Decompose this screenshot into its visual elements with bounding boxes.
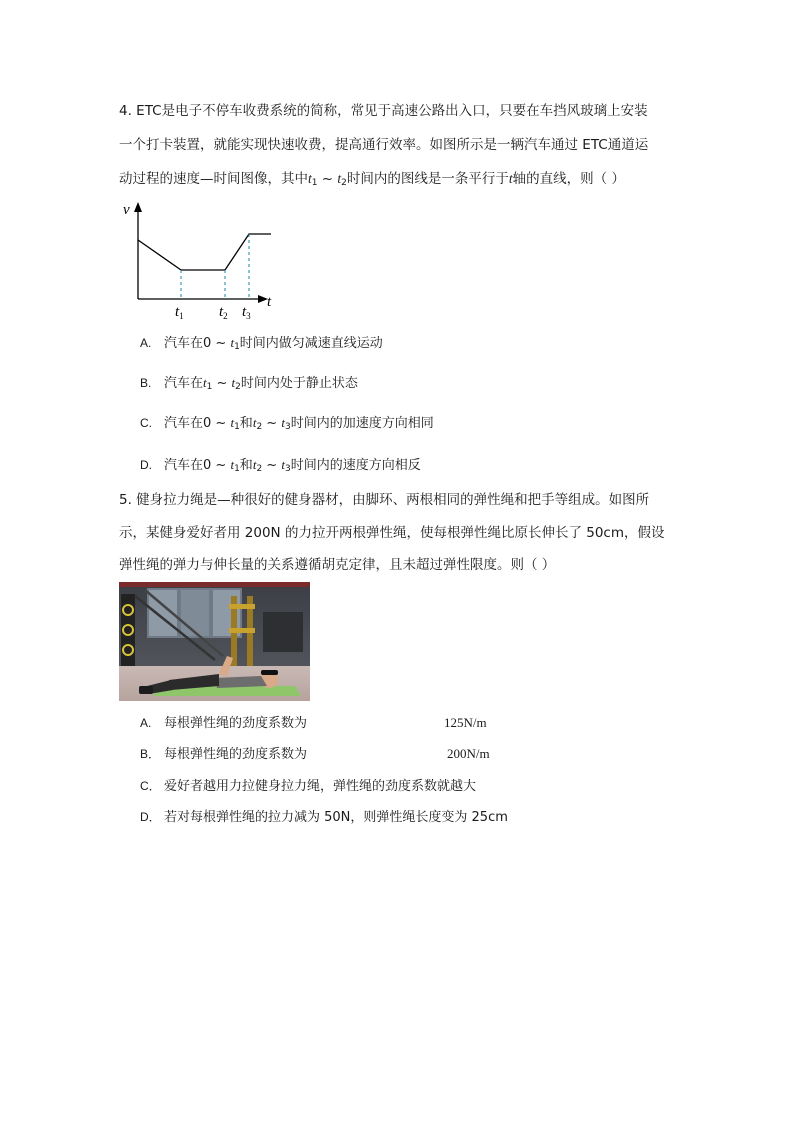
- q4-option-b[interactable]: B. 汽车在$t_1$ ~ $t_2$时间内处于静止状态: [140, 375, 358, 392]
- q4-line-1: 4. ETC是电子不停车收费系统的简称，常见于高速公路出入口，只要在车挡风玻璃上安装: [119, 103, 648, 119]
- q4-option-c[interactable]: C. 汽车在0 ~ $t_1$和$t_2$ ~ $t_3$时间内的加速度方向相同: [140, 415, 434, 432]
- vt-graph: [118, 196, 288, 321]
- q5-line-1: 5. 健身拉力绳是—种很好的健身器材，由脚环、两根相同的弹性绳和把手等组成。如图所: [119, 492, 650, 508]
- q5-option-b-value: 200N/m: [447, 746, 490, 761]
- v-label: v: [123, 202, 130, 218]
- q5-option-c[interactable]: C． 爱好者越用力拉健身拉力绳，弹性绳的劲度系数就越大: [140, 779, 477, 794]
- q5-line-3: 弹性绳的弹力与伸长量的关系遵循胡克定律，且未超过弹性限度。则（ ）: [119, 557, 556, 573]
- q5-option-b[interactable]: B． 每根弹性绳的劲度系数为: [140, 747, 308, 762]
- q4-line-3: 动过程的速度—时间图像，其中$t_1$ ~ $t_2$时间内的图线是一条平行于t轴的直线，则（ ）: [119, 171, 625, 188]
- t2-label: $t_2$: [219, 304, 228, 321]
- q5-option-d[interactable]: D． 若对每根弹性绳的拉力减为 50N，则弹性绳长度变为 25cm: [140, 810, 508, 825]
- fitness-photo: [119, 582, 310, 701]
- v-axis-arrow: [134, 202, 142, 212]
- q4-line-2: 一个打卡装置，就能实现快速收费，提高通行效率。如图所示是一辆汽车通过 ETC通道运: [119, 137, 649, 153]
- q4-option-d[interactable]: D. 汽车在0 ~ $t_1$和$t_2$ ~ $t_3$时间内的速度方向相反: [140, 457, 421, 474]
- velocity-curve: [138, 234, 271, 270]
- t1-label: $t_1$: [175, 304, 184, 321]
- t3-label: $t_3$: [242, 304, 251, 321]
- q5-option-a[interactable]: A. 每根弹性绳的劲度系数为: [140, 716, 308, 731]
- q5-option-a-value: 125N/m: [444, 715, 487, 730]
- q4-option-a[interactable]: A. 汽车在0 ~ $t_1$时间内做匀减速直线运动: [140, 335, 383, 352]
- q5-line-2: 示，某健身爱好者用 200N 的力拉开两根弹性绳，使每根弹性绳比原长伸长了 50cm，假设: [119, 525, 665, 541]
- t-label: t: [267, 294, 272, 310]
